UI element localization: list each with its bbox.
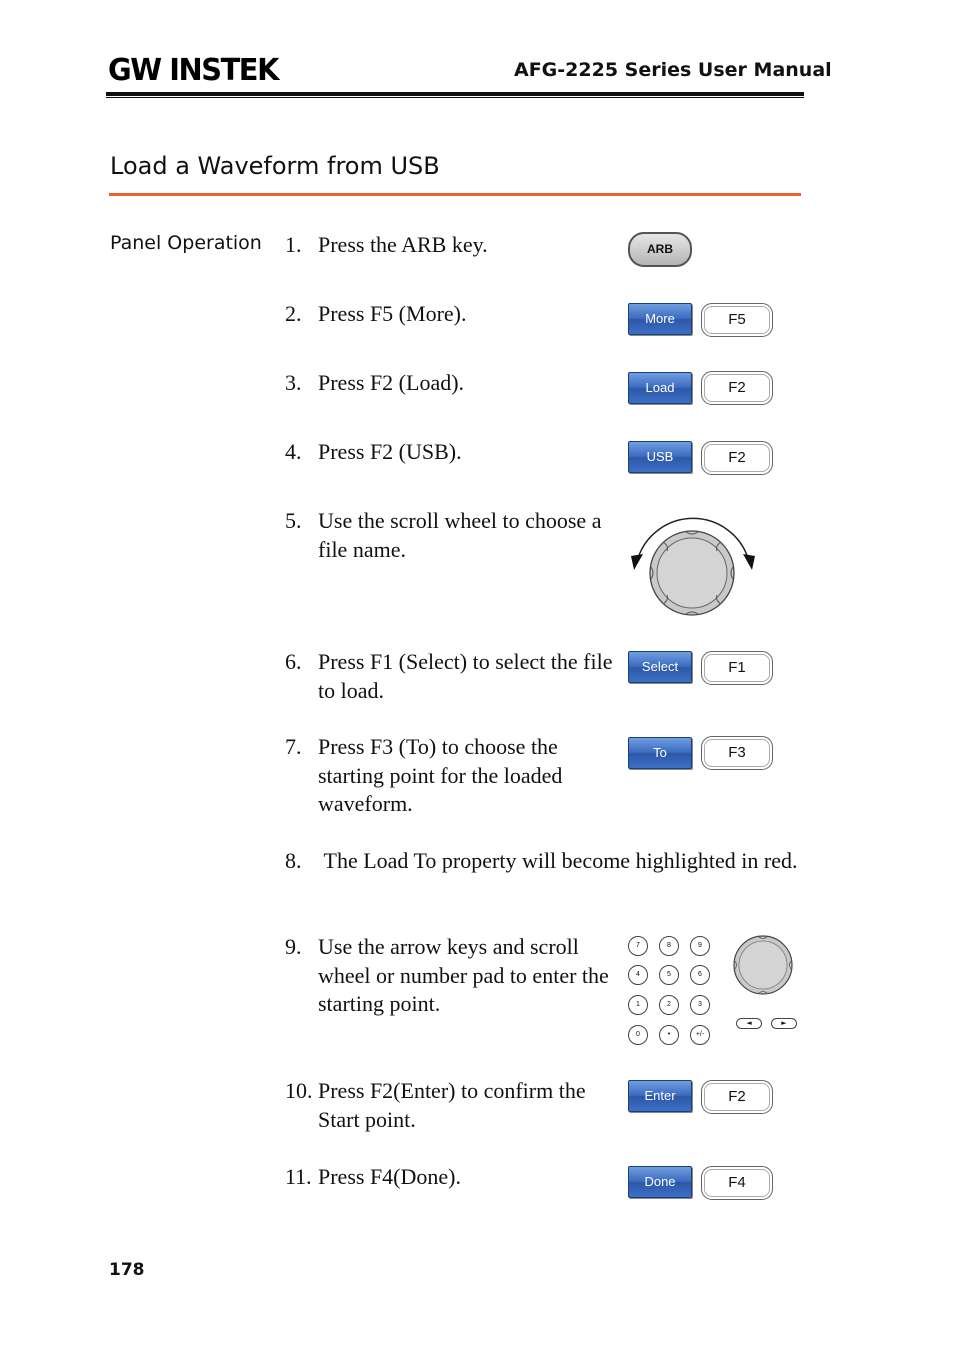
- usb-softkey[interactable]: USB: [628, 441, 692, 473]
- section-title: Load a Waveform from USB: [110, 152, 440, 180]
- numpad-key-9[interactable]: 9: [690, 936, 710, 956]
- enter-softkey[interactable]: Enter: [628, 1080, 692, 1112]
- more-softkey[interactable]: More: [628, 303, 692, 335]
- step-number: 11.: [285, 1164, 312, 1189]
- step-text: Press F3 (To) to choose the starting point for the loaded waveform.: [318, 734, 563, 816]
- step-number: 5.: [285, 508, 302, 533]
- step-text: Use the arrow keys and scroll wheel or number pad to enter the starting point.: [318, 934, 609, 1016]
- numpad-key-plus-minus[interactable]: +/-: [690, 1025, 710, 1045]
- to-softkey[interactable]: To: [628, 737, 692, 769]
- f5-key[interactable]: F5: [701, 303, 773, 337]
- step-text: Press F2 (Load).: [318, 370, 465, 395]
- f1-key[interactable]: F1: [701, 651, 773, 685]
- manual-title: AFG-2225 Series User Manual: [514, 59, 832, 81]
- step-text: Press F4(Done).: [318, 1164, 461, 1189]
- section-divider: [109, 193, 801, 196]
- load-softkey[interactable]: Load: [628, 372, 692, 404]
- header-rule: [106, 92, 804, 96]
- step-text: Press F2(Enter) to confirm the Start point.: [318, 1078, 586, 1132]
- f3-key[interactable]: F3: [701, 736, 773, 770]
- numpad-key-5[interactable]: 5: [659, 965, 679, 985]
- scroll-wheel-small-icon[interactable]: [732, 934, 794, 1001]
- numpad-key-0[interactable]: 0: [628, 1025, 648, 1045]
- panel-operation-label: Panel Operation: [110, 232, 262, 254]
- f2-key[interactable]: F2: [701, 371, 773, 405]
- step-number: 1.: [285, 232, 302, 257]
- right-arrow-key-icon[interactable]: ►: [771, 1018, 797, 1029]
- step-number: 2.: [285, 301, 302, 326]
- left-arrow-key-icon[interactable]: ◄: [736, 1018, 762, 1029]
- f4-key[interactable]: F4: [701, 1166, 773, 1200]
- step-number: 9.: [285, 934, 302, 959]
- step-text: Press F5 (More).: [318, 301, 467, 326]
- numpad-key-2[interactable]: 2: [659, 995, 679, 1015]
- numpad-key-1[interactable]: 1: [628, 995, 648, 1015]
- scroll-wheel-icon[interactable]: [625, 506, 760, 623]
- step-text: The Load To property will become highlighted in red.: [318, 848, 798, 873]
- page-number: 178: [109, 1260, 145, 1280]
- step-text: Press F1 (Select) to select the file to load.: [318, 649, 613, 703]
- numpad-key-7[interactable]: 7: [628, 936, 648, 956]
- numpad-key-8[interactable]: 8: [659, 936, 679, 956]
- numpad-key-3[interactable]: 3: [690, 995, 710, 1015]
- brand-logo: [108, 54, 280, 89]
- f2-key[interactable]: F2: [701, 1080, 773, 1114]
- step-text: Press F2 (USB).: [318, 439, 462, 464]
- numpad-key-4[interactable]: 4: [628, 965, 648, 985]
- step-text: Press the ARB key.: [318, 232, 488, 257]
- step-number: 6.: [285, 649, 302, 674]
- step-number: 7.: [285, 734, 302, 759]
- numpad-key-dot[interactable]: •: [659, 1025, 679, 1045]
- brand-logo-text: GW INSTEK: [108, 54, 280, 84]
- step-number: 8.: [285, 848, 302, 873]
- done-softkey[interactable]: Done: [628, 1166, 692, 1198]
- step-number: 4.: [285, 439, 302, 464]
- numpad-key-6[interactable]: 6: [690, 965, 710, 985]
- arb-key[interactable]: ARB: [628, 232, 692, 267]
- select-softkey[interactable]: Select: [628, 651, 692, 683]
- step-number: 3.: [285, 370, 302, 395]
- step-text: Use the scroll wheel to choose a file name.: [318, 508, 602, 562]
- header-rule-thin: [106, 97, 804, 98]
- f2-key[interactable]: F2: [701, 441, 773, 475]
- step-number: 10.: [285, 1078, 313, 1103]
